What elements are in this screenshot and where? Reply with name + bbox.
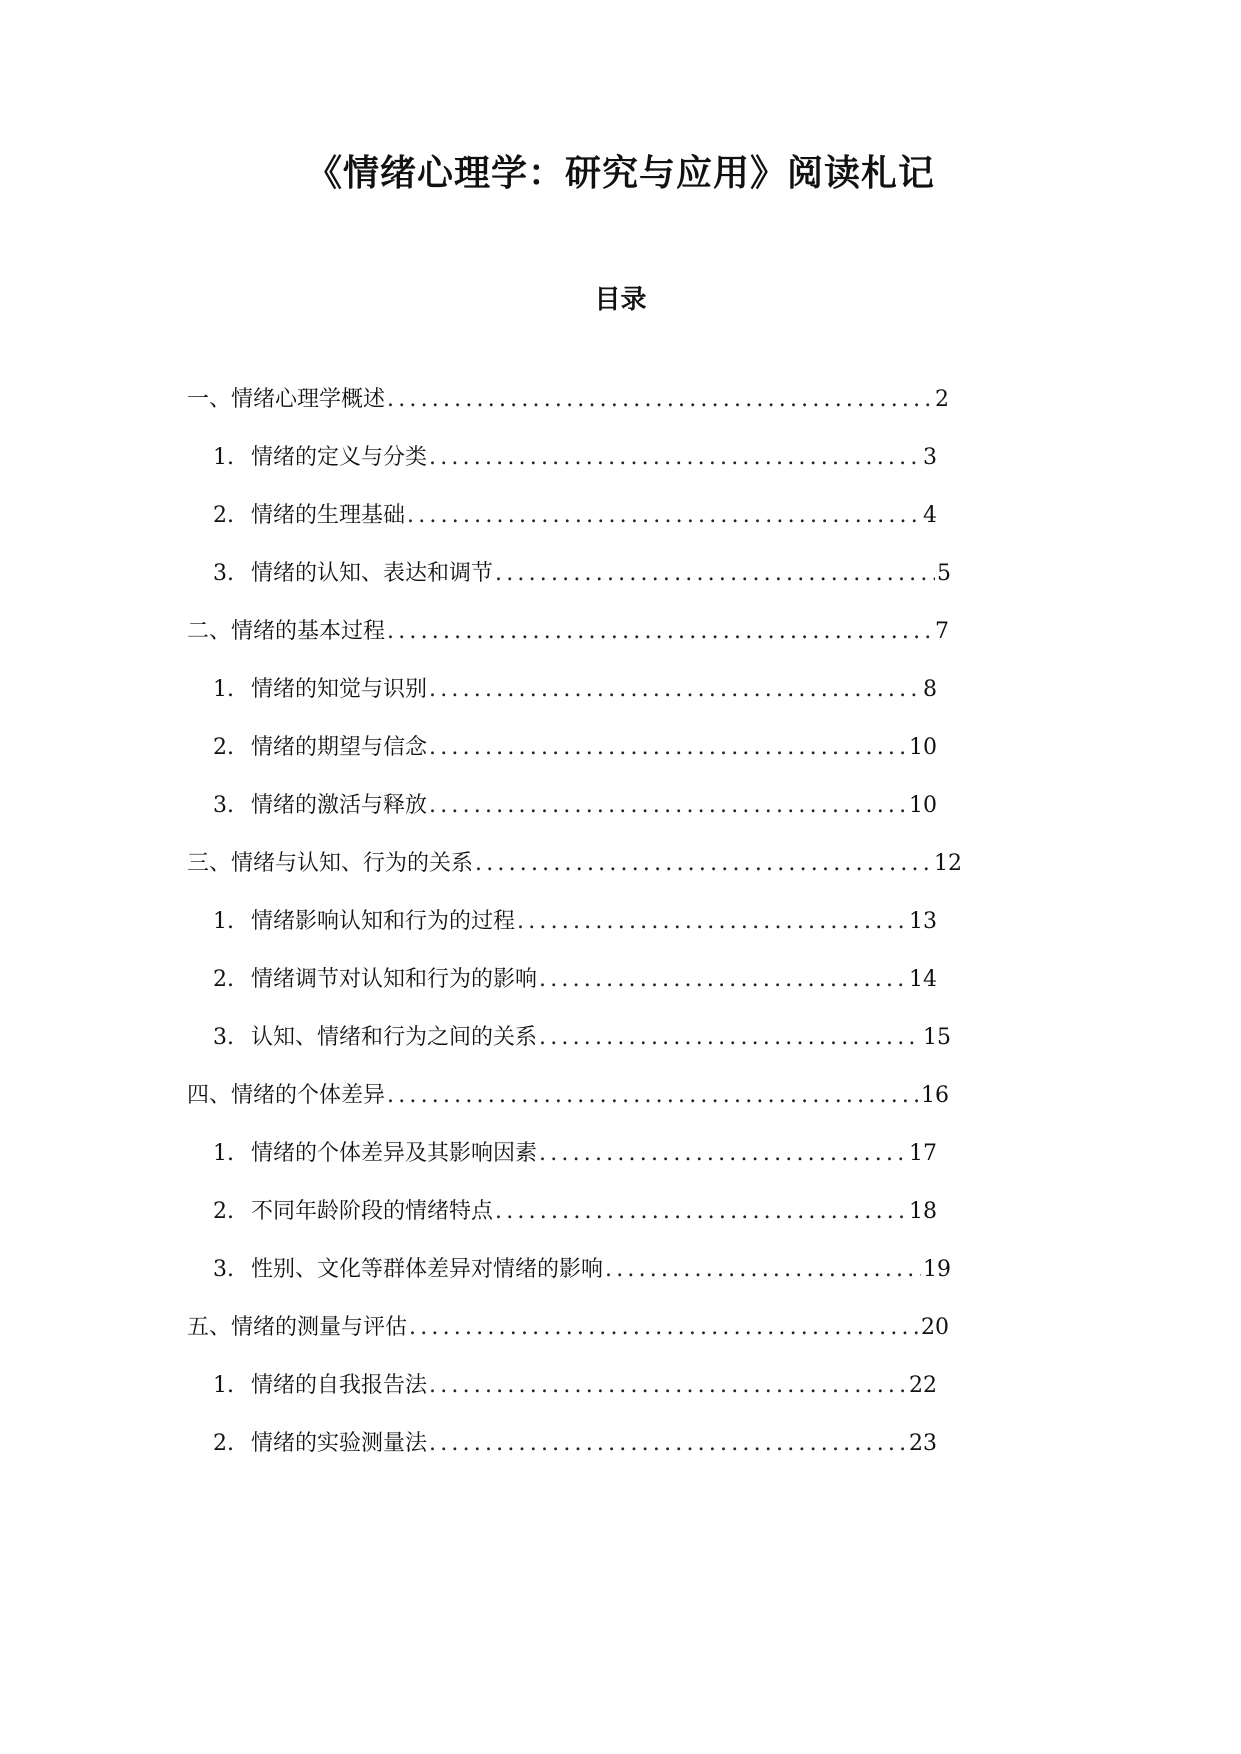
- toc-entry[interactable]: [213, 1252, 951, 1288]
- toc-dot-leader: [407, 1310, 919, 1346]
- toc-page-number: 18: [909, 1199, 937, 1224]
- toc-entry-number: 1.: [213, 445, 234, 470]
- toc-entry-number: 2.: [213, 1199, 234, 1224]
- toc-entry[interactable]: [213, 498, 937, 534]
- toc-dot-leader: [427, 440, 921, 476]
- toc-entry[interactable]: [213, 672, 937, 708]
- toc-entry-number: 1.: [213, 909, 234, 934]
- toc-page-number: 17: [909, 1141, 937, 1166]
- toc-dot-leader: [537, 962, 907, 998]
- toc-entry-text: 情绪的激活与释放: [251, 793, 428, 818]
- toc-page-number: 13: [909, 909, 937, 934]
- toc-page-number: 8: [923, 677, 937, 702]
- toc-entry-text: 情绪的自我报告法: [251, 1373, 428, 1398]
- toc-entry-text: 一、情绪心理学概述: [187, 387, 386, 412]
- toc-entry-text: 不同年龄阶段的情绪特点: [251, 1199, 494, 1224]
- toc-entry[interactable]: [213, 1426, 937, 1462]
- toc-page-number: 22: [909, 1373, 937, 1398]
- toc-entry-text: 二、情绪的基本过程: [187, 619, 386, 644]
- toc-page-number: 19: [923, 1257, 951, 1282]
- toc-dot-leader: [537, 1136, 907, 1172]
- toc-page-number: 5: [937, 561, 951, 586]
- toc-dot-leader: [385, 1078, 919, 1114]
- toc-page-number: 3: [923, 445, 937, 470]
- toc-dot-leader: [515, 904, 907, 940]
- toc-entry[interactable]: [213, 1368, 937, 1404]
- toc-entry[interactable]: [213, 788, 937, 824]
- toc-page-number: 12: [934, 851, 962, 876]
- toc-entry-text: 情绪的定义与分类: [251, 445, 428, 470]
- toc-entry[interactable]: [213, 1194, 937, 1230]
- toc-entry-number: 1.: [213, 1141, 234, 1166]
- toc-entry-number: 3.: [213, 1257, 234, 1282]
- toc-page-number: 16: [921, 1083, 949, 1108]
- toc-entry[interactable]: [187, 1310, 949, 1346]
- toc-page-number: 14: [909, 967, 937, 992]
- toc-entry[interactable]: [187, 614, 949, 650]
- toc-entry-number: 2.: [213, 1431, 234, 1456]
- toc-entry-number: 2.: [213, 503, 234, 528]
- toc-page-number: 7: [935, 619, 949, 644]
- toc-page-number: 2: [935, 387, 949, 412]
- toc-dot-leader: [427, 730, 907, 766]
- toc-dot-leader: [473, 846, 932, 882]
- toc-page-number: 10: [909, 735, 937, 760]
- toc-entry-text: 情绪影响认知和行为的过程: [251, 909, 516, 934]
- toc-dot-leader: [427, 1426, 907, 1462]
- toc-entry-number: 2.: [213, 735, 234, 760]
- toc-dot-leader: [385, 614, 933, 650]
- toc-entry-text: 性别、文化等群体差异对情绪的影响: [251, 1257, 604, 1282]
- toc-entry[interactable]: [187, 382, 949, 418]
- toc-entry[interactable]: [187, 1078, 949, 1114]
- toc-dot-leader: [537, 1020, 921, 1056]
- toc-heading: 目录: [594, 285, 647, 315]
- toc-page-number: 10: [909, 793, 937, 818]
- toc-dot-leader: [427, 672, 921, 708]
- toc-dot-leader: [385, 382, 933, 418]
- toc-entry[interactable]: [213, 1136, 937, 1172]
- toc-entry-text: 情绪调节对认知和行为的影响: [251, 967, 538, 992]
- toc-entry-text: 情绪的知觉与识别: [251, 677, 428, 702]
- toc-entry-number: 1.: [213, 1373, 234, 1398]
- toc-dot-leader: [603, 1252, 921, 1288]
- toc-entry-number: 3.: [213, 793, 234, 818]
- toc-entry-text: 情绪的生理基础: [251, 503, 406, 528]
- toc-dot-leader: [493, 556, 935, 592]
- toc-entry[interactable]: [187, 846, 962, 882]
- document-title: 《情绪心理学：研究与应用》阅读札记: [305, 152, 935, 194]
- toc-entry-text: 情绪的认知、表达和调节: [251, 561, 494, 586]
- toc-dot-leader: [493, 1194, 907, 1230]
- toc-entry-text: 情绪的个体差异及其影响因素: [251, 1141, 538, 1166]
- toc-page-number: 20: [921, 1315, 949, 1340]
- toc-entry[interactable]: [213, 556, 951, 592]
- toc-page-number: 15: [923, 1025, 951, 1050]
- toc-entry[interactable]: [213, 730, 937, 766]
- toc-page-number: 23: [909, 1431, 937, 1456]
- toc-entry-text: 四、情绪的个体差异: [187, 1083, 386, 1108]
- toc-entry-text: 三、情绪与认知、行为的关系: [187, 851, 474, 876]
- toc-entry[interactable]: [213, 962, 937, 998]
- toc-dot-leader: [427, 1368, 907, 1404]
- toc-entry-number: 3.: [213, 561, 234, 586]
- toc-entry-number: 3.: [213, 1025, 234, 1050]
- toc-entry-text: 情绪的实验测量法: [251, 1431, 428, 1456]
- toc-entry-text: 五、情绪的测量与评估: [187, 1315, 408, 1340]
- toc-entry[interactable]: [213, 904, 937, 940]
- toc-entry-text: 认知、情绪和行为之间的关系: [251, 1025, 538, 1050]
- toc-entry-text: 情绪的期望与信念: [251, 735, 428, 760]
- toc-dot-leader: [427, 788, 907, 824]
- toc-entry[interactable]: [213, 440, 937, 476]
- toc-entry-number: 2.: [213, 967, 234, 992]
- toc-dot-leader: [405, 498, 921, 534]
- toc-entry-number: 1.: [213, 677, 234, 702]
- toc-page-number: 4: [923, 503, 937, 528]
- toc-entry[interactable]: [213, 1020, 951, 1056]
